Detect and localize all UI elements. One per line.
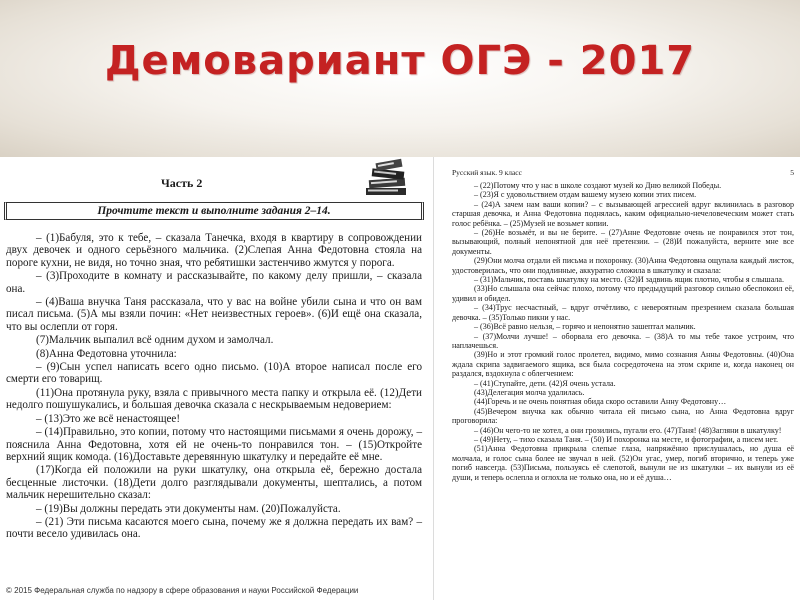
text-paragraph: – (34)Трус несчастный, – вдруг отчётливо, с невероятным презрением сказала большая девочка. – (35)Только пикни у нас. [452, 303, 794, 322]
text-paragraph: (29)Они молча отдали ей письма и похоронку. (30)Анна Федотовна ощупала каждый листок, удостоверилась, что они подлинные, аккуратно сложила в шкатулку и сказала: [452, 256, 794, 275]
part-title: Часть 2 [161, 176, 203, 190]
page-number: 5 [790, 168, 794, 177]
text-paragraph: – (31)Мальчик, поставь шкатулку на место. (32)И задвинь ящик плотно, чтобы я слышала. [474, 275, 784, 285]
text-paragraph: – (9)Сын успел написать всего одно письмо. (10)А второе написал после его смерти его товарищ. [6, 361, 422, 386]
text-paragraph: – (36)Всё равно нельзя, – горячо и непонятно зашептал мальчик. [474, 322, 696, 332]
text-paragraph: – (26)Не возьмёт, и вы не берите. – (27)Анне Федотовне очень не понравился этот тон, вызывающий, полный непонятной для неё претензии. – (28)И пожалуйста, верните мне все документы. [452, 228, 794, 256]
text-paragraph: (7)Мальчик выпалил всё одним духом и замолчал. [36, 334, 274, 347]
text-paragraph: (45)Вечером внучка как обычно читала ей письмо сына, но Анна Федотовна вдруг проговорила: [452, 406, 794, 426]
left-page [0, 157, 432, 600]
text-paragraph: – (37)Молчи лучше! – оборвала его девочка. – (38)А то мы тебе такое устроим, что наплачешься. [452, 331, 794, 350]
text-paragraph: – (1)Бабуля, это к тебе, – сказала Танечка, входя в квартиру в сопровождении двух девочек и одного серьёзного мальчика. (2)Слепая Анна Федотовна стояла на пороге кухни, не видя, но точно зная, что ребятишки застенчиво жмутся у порога. [6, 232, 422, 269]
left-page-text [6, 232, 422, 542]
text-paragraph: – (14)Правильно, это копии, потому что настоящими письмами я очень дорожу, – пояснила Анна Федотовна, хотя ей не очень-то понравился тон. – (15)Откройте верхний ящик комода. (16)Доставьте деревянную шкатулку и передайте её мне. [6, 426, 422, 463]
text-paragraph: (11)Она протянула руку, взяла с привычного места папку и открыла её. (12)Дети недолго пошушукались, и большая девочка сказала с нескрываемым недоверием: [6, 386, 422, 412]
books-icon [360, 157, 412, 199]
text-paragraph: – (4)Ваша внучка Таня рассказала, что у вас на войне убили сына и что он вам писал письма. (5)А мы взяли почин: «Нет неизвестных героев». (6)И ещё она сказала, что вы ослепли от горя. [6, 296, 422, 333]
page-divider [433, 157, 434, 600]
text-paragraph: (44)Горечь и не очень понятная обида скоро оставили Анну Федотовну… [474, 397, 727, 407]
right-page-text [452, 181, 794, 482]
text-paragraph: – (24)А зачем нам ваши копии? – с вызывающей агрессией вдруг вклинилась в разговор старшая девочка, и Анна Федотовна поднялась, каким официально-нечеловеческим может стать голос ребёнка. – (25)Музей не возьмет копии. [452, 199, 794, 228]
text-paragraph: – (13)Это же всё ненастоящее! [36, 412, 181, 425]
text-paragraph: (17)Когда ей положили на руки шкатулку, она открыла её, бережно достала бесценные листочки. (18)Дети долго разглядывали документы, шептались, а потом мальчик нерешительно сказал: [6, 464, 422, 502]
text-paragraph: – (19)Вы должны передать эти документы нам. (20)Пожалуйста. [36, 502, 341, 515]
exam-text-pages [0, 157, 800, 600]
text-paragraph: – (46)Он чего-то не хотел, а они грозились, пугали его. (47)Таня! (48)Загляни в шкатулку! [474, 425, 782, 435]
right-page-header [452, 168, 794, 177]
text-paragraph: – (22)Потому что у нас в школе создают музей ко Дню великой Победы. [474, 181, 722, 190]
task-instruction: Прочтите текст и выполните задания 2–14. [4, 202, 424, 220]
text-paragraph: (8)Анна Федотовна уточнила: [36, 347, 177, 360]
right-page [440, 157, 800, 600]
subject-label: Русский язык. 9 класс [452, 168, 522, 177]
page-footer: © 2015 Федеральная служба по надзору в сфере образования и науки Российской Федерации [6, 586, 359, 595]
text-paragraph: – (3)Проходите в комнату и рассказывайте, по какому делу пришли, – сказала она. [6, 270, 422, 295]
slide-title: Демовариант ОГЭ - 2017 [104, 38, 696, 84]
text-paragraph: – (23)Я с удовольствием отдам вашему музею копии этих писем. [474, 190, 697, 200]
text-paragraph: (39)Но и этот громкий голос пролетел, видимо, мимо сознания Анны Федотовны. (40)Она ждала скрипа задвигаемого ящика, вся была сосредоточена на этом скрипе и, когда наконец он раздался, вздохнула с облегчением: [452, 350, 794, 379]
text-paragraph: (43)Делегация молча удалилась. [474, 387, 585, 397]
text-paragraph: – (49)Нету, – тихо сказала Таня. – (50) И похоронка на месте, и фотографии, а писем нет. [474, 434, 779, 444]
text-paragraph: – (21) Эти письма касаются моего сына, почему же я должна передать их вам? – почти весело удивилась она. [6, 515, 422, 541]
text-paragraph: (51)Анна Федотовна прикрыла слепые глаза, напряжённо прислушалась, но душа её молчала, и голос сына более не звучал в ней. (52)Он угас, умер, погиб вторично, и теперь уже погиб навсегда. (53)Письма, пользуясь её слепотой, вынули не из шкатулки – их вынули из её души, и теперь ослепла и оглохла не только она, но и её душа… [452, 444, 794, 482]
slide-header [0, 0, 800, 157]
text-paragraph: – (41)Ступайте, дети. (42)Я очень устала. [474, 378, 616, 388]
text-paragraph: (33)Но слышала она сейчас плохо, потому что предыдущий разговор сильно обеспокоил её, удивил и обидел. [452, 284, 794, 303]
